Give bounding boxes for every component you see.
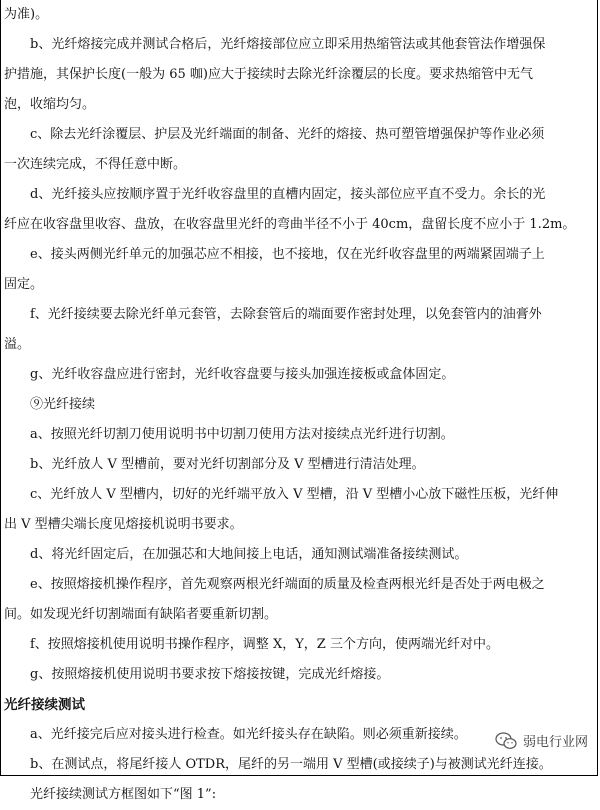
text-line: d、将光纤固定后，在加强芯和大地间接上电话，通知测试端准备接续测试。 <box>4 547 468 562</box>
text-line: b、光纤放人 V 型槽前，要对光纤切割部分及 V 型槽进行清洁处理。 <box>4 457 425 472</box>
text-line: 护措施，其保护长度(一般为 65 咖)应大于接续时去除光纤涂覆层的长度。要求热缩管中无气 <box>4 67 533 82</box>
text-line: e、按照熔接机操作程序，首先观察两根光纤端面的质量及检查两根光纤是否处于两电极之 <box>4 577 545 592</box>
text-line: f、光纤接续要去除光纤单元套管，去除套管后的端面要作密封处理，以免套管内的油膏外 <box>4 307 542 322</box>
text-line: d、光纤接头应按顺序置于光纤收容盘里的直槽内固定，接头部位应平直不受力。余长的光 <box>4 187 546 202</box>
document-body <box>4 0 594 810</box>
section-heading-splicing: ⑨光纤接续 <box>4 397 96 412</box>
text-line: e、接头两侧光纤单元的加强芯应不相接，也不接地，仅在光纤收容盘里的两端紧固端子上 <box>4 247 545 262</box>
text-line: 光纤接续测试方框图如下“图 1”: <box>4 787 217 802</box>
text-line: 一次连续完成，不得任意中断。 <box>4 157 187 172</box>
section-heading-testing: 光纤接续测试 <box>4 697 85 713</box>
wechat-icon <box>495 732 517 750</box>
watermark <box>491 729 592 752</box>
text-line: g、光纤收容盘应进行密封，光纤收容盘要与接头加强连接板或盒体固定。 <box>4 367 455 382</box>
text-line: f、按照熔接机使用说明书操作程序，调整 X，Y，Z 三个方向，使两端光纤对中。 <box>4 637 499 652</box>
text-line: b、光纤熔接完成并测试合格后，光纤熔接部位应立即采用热缩管法或其他套管法作增强保 <box>4 37 546 52</box>
text-line: 出 V 型槽尖端长度见熔接机说明书要求。 <box>4 517 243 532</box>
text-line: g、按照熔接机使用说明书要求按下熔接按键，完成光纤熔接。 <box>4 667 390 682</box>
text-line: 泡，收缩均匀。 <box>4 97 96 112</box>
text-line: 为准)。 <box>4 7 49 22</box>
text-line: c、光纤放人 V 型槽内，切好的光纤端平放入 V 型槽，沿 V 型槽小心放下磁性压板，光纤伸 <box>4 487 559 502</box>
text-line: 间。如发现光纤切割端面有缺陷者要重新切割。 <box>4 607 278 622</box>
watermark-text: 弱电行业网 <box>522 735 588 750</box>
text-line: 溢。 <box>4 337 31 352</box>
text-line: a、光纤接完后应对接头进行检查。如光纤接头存在缺陷。则必须重新接续。 <box>4 727 467 742</box>
text-line: b、在测试点，将尾纤接人 OTDR，尾纤的另一端用 V 型槽(或接续子)与被测试光纤连接。 <box>4 757 552 772</box>
text-line: 纤应在收容盘里收容、盘放，在收容盘里光纤的弯曲半径不小于 40cm，盘留长度不应小于 1.2m。 <box>4 217 576 232</box>
text-line: 固定。 <box>4 277 44 292</box>
text-line: c、除去光纤涂覆层、护层及光纤端面的制备、光纤的熔接、热可塑管增强保护等作业必须 <box>4 127 545 142</box>
text-line: a、按照光纤切割刀使用说明书中切割刀使用方法对接续点光纤进行切割。 <box>4 427 454 442</box>
